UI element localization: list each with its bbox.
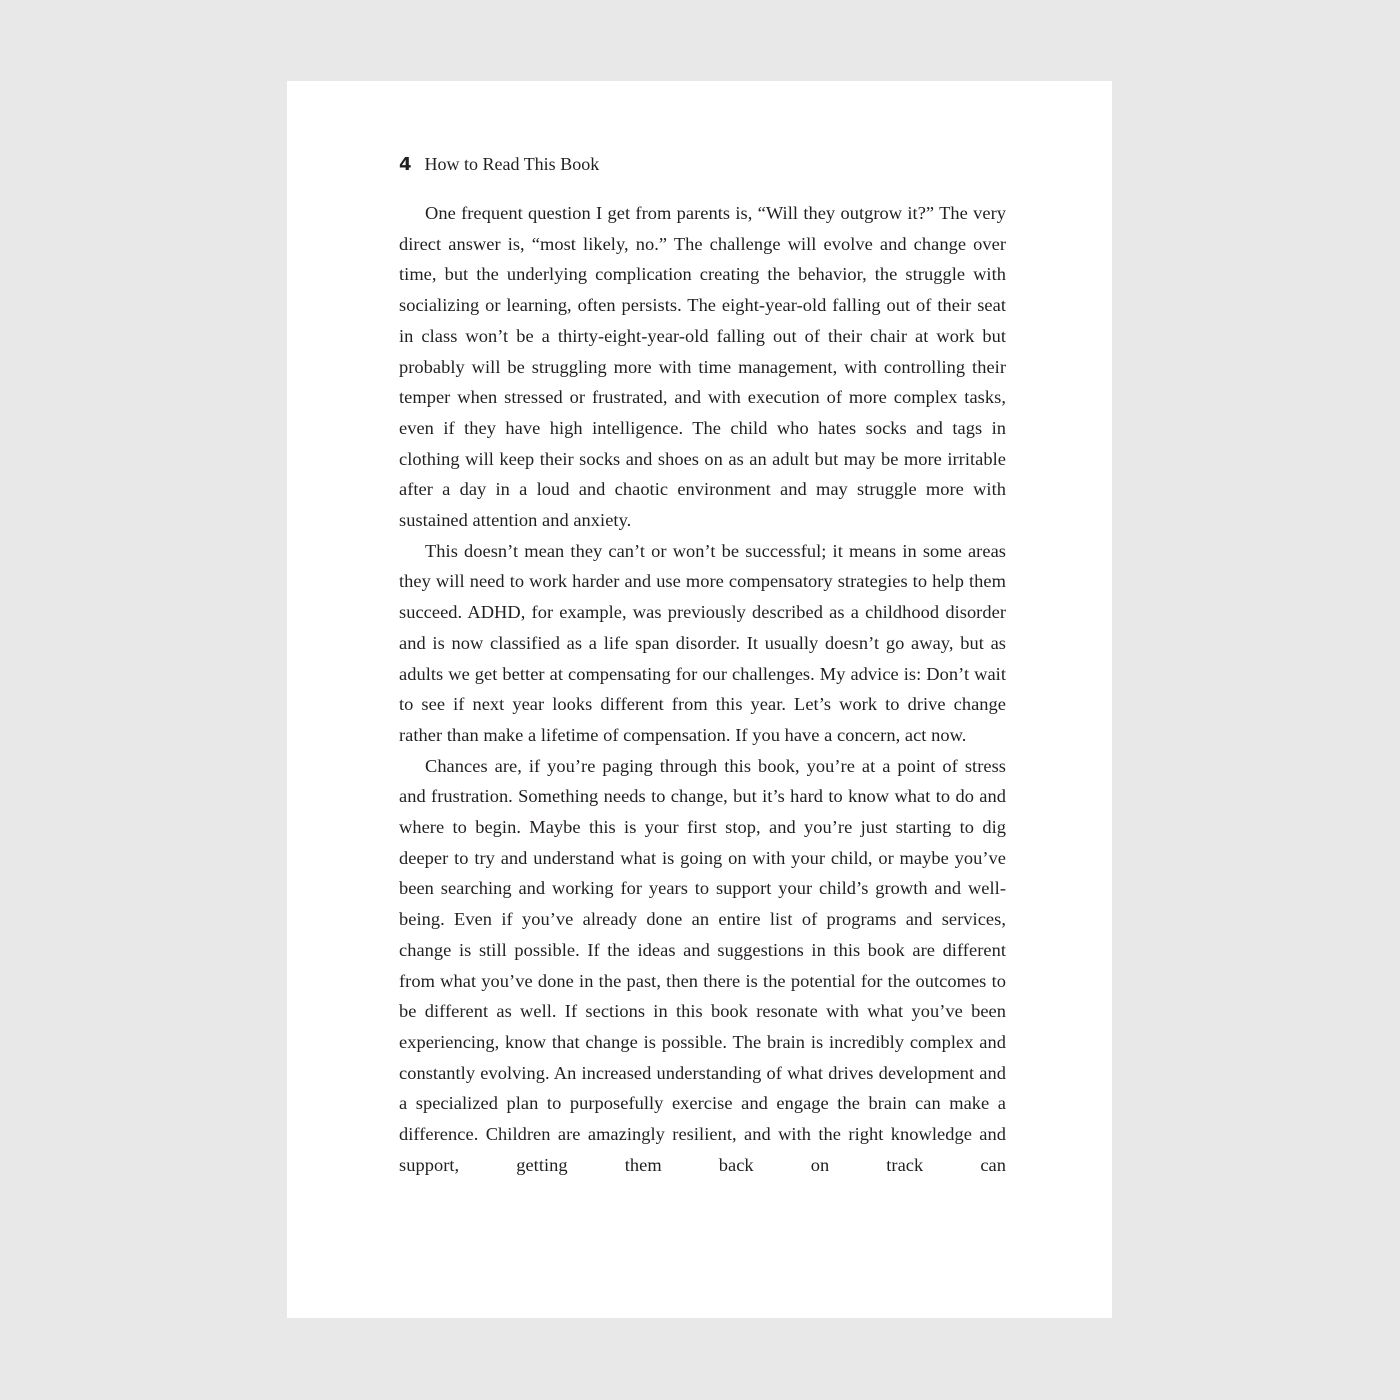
running-title: How to Read This Book (424, 154, 600, 174)
book-page (287, 81, 1112, 1318)
paragraph: This doesn’t mean they can’t or won’t be successful; it means in some areas they will need to work harder and use more compensatory strategies to help them succeed. ADHD, for example, was previously described as a childhood disorder and is now classified as a life span disorder. It usually doesn’t go away, but as adults we get better at compensating for our challenges. My advice is: Don’t wait to see if next year looks different from this year. Let’s work to drive change rather than make a lifetime of compensation. If you have a concern, act now. (399, 540, 1006, 745)
body-text (399, 198, 1006, 1181)
page-number: 4 (399, 154, 412, 175)
running-head (399, 154, 1006, 180)
paragraph: Chances are, if you’re paging through this book, you’re at a point of stress and frustration. Something needs to change, but it’s hard to know what to do and where to begin. Maybe this is your first stop, and you’re just starting to dig deeper to try and understand what is going on with your child, or maybe you’ve been searching and working for years to support your child’s growth and well-being. Even if you’ve already done an entire list of programs and services, change is still possible. If the ideas and suggestions in this book are different from what you’ve done in the past, then there is the potential for the outcomes to be different as well. If sections in this book resonate with what you’ve been experiencing, know that change is possible. The brain is incredibly complex and constantly evolving. An increased understanding of what drives development and a specialized plan to purposefully exercise and engage the brain can make a difference. Children are amazingly resilient, and with the right knowledge and support, getting them back on track can (399, 755, 1006, 1175)
paragraph: One frequent question I get from parents is, “Will they outgrow it?” The very direct answer is, “most likely, no.” The challenge will evolve and change over time, but the underlying complication creating the behavior, the struggle with socializing or learning, often persists. The eight-year-old falling out of their seat in class won’t be a thirty-eight-year-old falling out of their chair at work but probably will be struggling more with time management, with controlling their temper when stressed or frustrated, and with execution of more complex tasks, even if they have high intelligence. The child who hates socks and tags in clothing will keep their socks and shoes on as an adult but may be more irritable after a day in a loud and chaotic environment and may struggle more with sustained attention and anxiety. (399, 203, 1006, 531)
